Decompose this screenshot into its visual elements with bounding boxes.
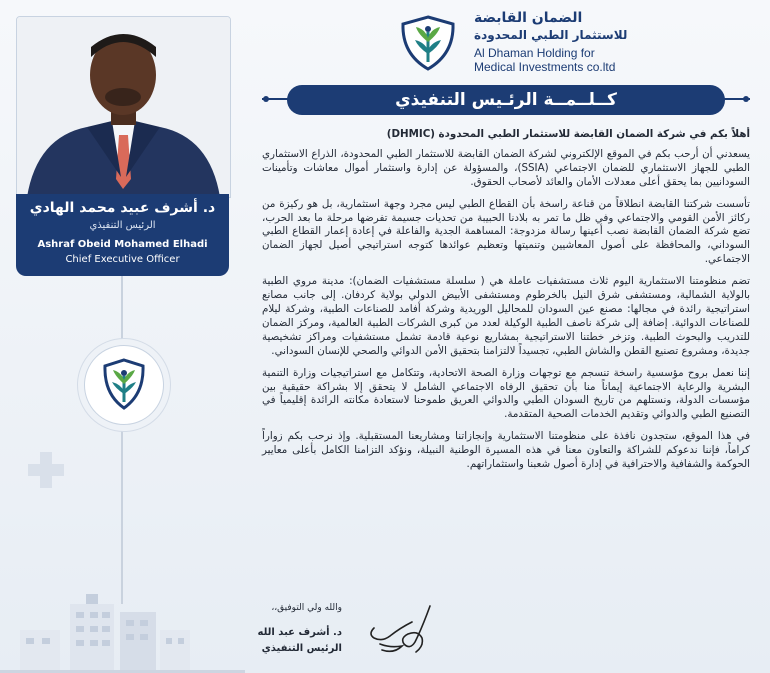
ceo-title-en: Chief Executive Officer [65, 254, 180, 265]
company-name-ar-line2: للاستثمار الطبي المحدودة [474, 28, 628, 42]
ceo-name-card [16, 194, 229, 276]
letter-paragraph: يسعدني أن أرحب بكم في الموقع الإلكتروني لشركة الضمان القابضة للاستثمار الطبي المحدودة، الذراع الاستثماري الطبي للجهاز الاستثماري للضمان الاجتماعي (SSIA)، والمسؤولة عن إدارة واستثمار أموال معاشات وتأمينات السودانيين بما يحقق أعلى معدلات الأمان والعائد لأصحاب الحقوق. [262, 147, 750, 188]
letter-paragraph: تأسست شركتنا القابضة انطلاقاً من قناعة راسخة بأن القطاع الطبي ليس مجرد وجهة استثمارية، بل هو ركيزة من ركائز الأمن القومي والاجتماعي وفي ظل ما تمر به بلادنا الحبيبة من تحديات جسيمة تفرضها مرحلة ما بعد الحرب، تضع شركة الضمان القابضة نصب أعينها رسالة مزدوجة: المساهمة الجدية والفاعلة في إعادة إعمار القطاع الطبي السوداني، والمحافظة على أصول المعاشيين وتنميتها وتعظيم عوائدها كتوجه استراتيجي أصيل لجهاز الضمان الاجتماعي. [262, 197, 750, 266]
closing-text: والله ولي التوفيق،، [271, 603, 342, 613]
connector-line-bottom [121, 424, 123, 604]
connector-line-top [121, 276, 123, 346]
company-name-en-line2: Medical Investments co.ltd [474, 60, 616, 74]
letter-paragraph: تضم منظومتنا الاستثمارية اليوم ثلاث مستشفيات عاملة هي ( سلسلة مستشفيات الضمان): مدينة مروي الطبية بالولاية الشمالية، ومستشفى شرق النيل بالخرطوم ومستشفى الأبيض الدولي بولاية كردفان. إلى جانب مصانع استراتيجية رائدة في مجالها: مصنع عين السودان للمحاليل الوريدية وشركة أفامد للصناعات الطبية، وشركة ليلام للصناعات الدوائية. إضافة إلى شركة ناصف الطبية الوكيلة لعدد من كبرى الشركات الطبية العالمية، ومركز الضمان للتدريب والبحوث الطبية. وتزخر خطتنا الاستراتيجية بمشاريع نوعية قادمة تشمل مستشفيات ومراكز تشخيصية جديدة، ومشروع تصنيع القطن والشاش الطبي، تجسيداً لالتزامنا بتحقيق الأمن الدوائي والصحي للإنسان السوداني. [262, 275, 750, 357]
signer-title: الرئيس التنفيذي [261, 643, 342, 654]
company-logo-icon [398, 14, 458, 72]
ceo-name-ar: د. أشرف عبيد محمد الهادي [29, 200, 216, 216]
letter-greeting: أهلاً بكم في شركة الضمان القابضة للاستثمار الطبي المحدودة (DHMIC) [386, 128, 750, 140]
page-title-banner: كــلــمــة الرئـيس التنفيذي [287, 85, 725, 115]
signer-name: د. أشرف عبد الله [257, 627, 342, 638]
company-name-ar-line1: الضمان القابضة [474, 10, 583, 26]
company-emblem-circle [84, 345, 164, 425]
letter-paragraph: إننا نعمل بروح مؤسسية راسخة تنسجم مع توجهات وزارة الصحة الاتحادية، وتتكامل مع استراتيجيات وزارة التنمية البشرية والرعاية الاجتماعية إيماناً منا بأن تحقيق الرفاه الاجتماعي الشامل لا يتحقق إلا بشراكة حقيقية بين مؤسسات الدولة، ونستلهم من تاريخ السودان الطبي والدوائي العريق طموحنا لاستعادة مكانته الرائدة إقليمياً في التصنيع الطبي والدوائي وتقديم الخدمات الصحية المتقدمة. [262, 366, 750, 421]
handwritten-signature [360, 598, 450, 658]
company-name-en-line1: Al Dhaman Holding for [474, 46, 595, 60]
letter-paragraph: في هذا الموقع، ستجدون نافذة على منظومتنا الاستثمارية وإنجازاتنا ومشاريعنا المستقبلية. وإذ نرحب بكم زواراً كراماً، فإننا ندعوكم للشراكة والتعاون معنا في هذه المسيرة الوطنية النبيلة، ونؤكد التزامنا الكامل بأعلى معايير الحوكمة والشفافية والاحترافية في إدارة أصول شعبنا واستثماراتهم. [262, 430, 750, 471]
ceo-name-en: Ashraf Obeid Mohamed Elhadi [37, 239, 208, 250]
banner-rule-dot-left [263, 96, 269, 102]
hospital-skyline [0, 590, 245, 673]
ceo-title-ar: الرئيس التنفيذي [89, 220, 156, 231]
ceo-photo [16, 16, 231, 198]
banner-rule-dot-right [743, 96, 749, 102]
decor-cross-h [28, 464, 64, 476]
emblem-icon [85, 346, 163, 424]
ceo-column [0, 0, 245, 673]
ceo-letter [262, 128, 750, 480]
